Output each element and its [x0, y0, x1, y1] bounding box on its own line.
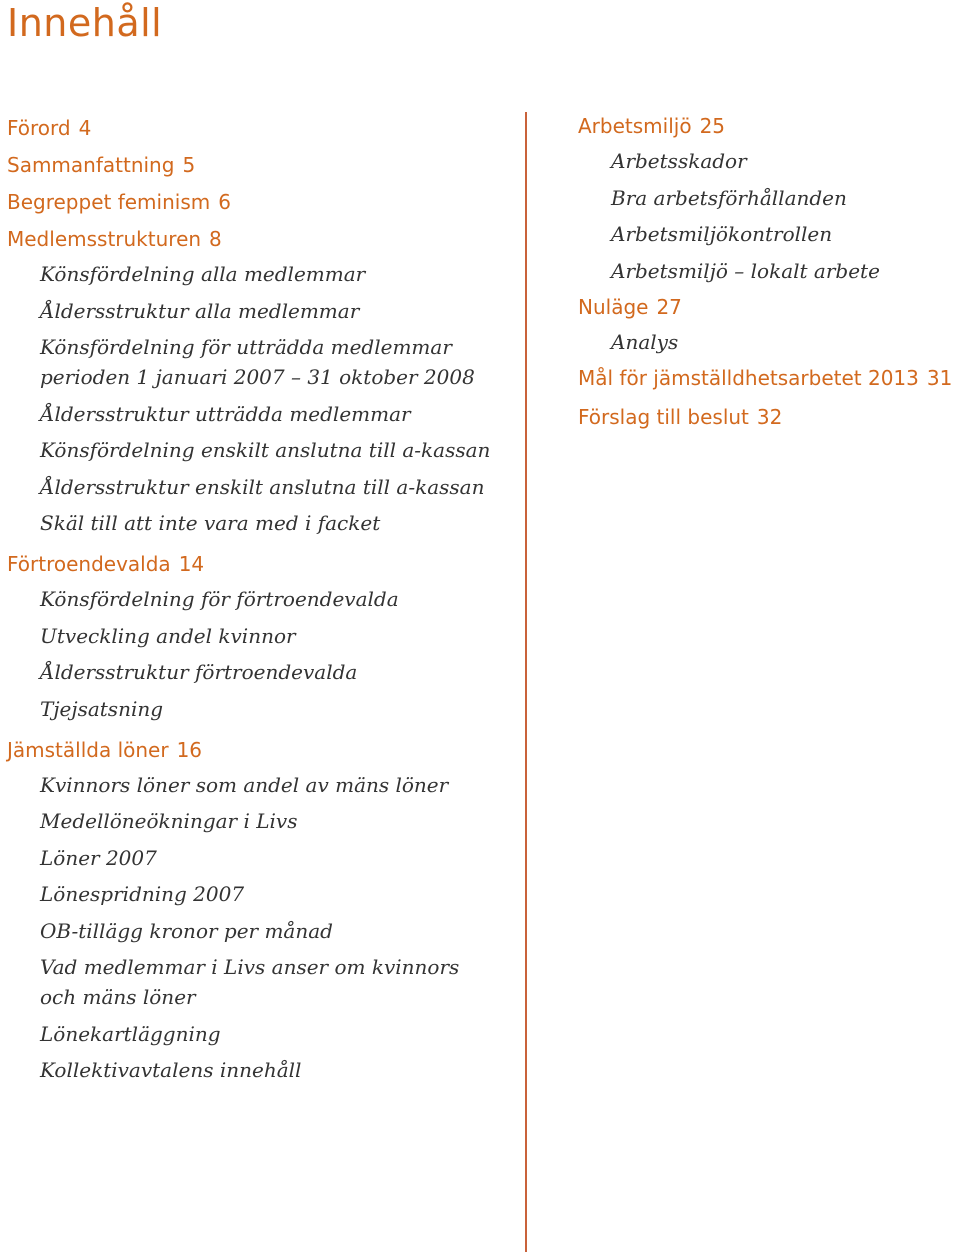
toc-subitem[interactable]: Kvinnors löner som andel av mäns löner — [40, 772, 449, 797]
toc-subitem[interactable]: Kollektivavtalens innehåll — [40, 1058, 302, 1082]
toc-section — [7, 151, 507, 179]
toc-subitem[interactable]: Åldersstruktur utträdda medlemmar — [40, 401, 411, 426]
toc-heading[interactable] — [7, 550, 507, 578]
toc-heading[interactable] — [578, 403, 958, 431]
toc-heading[interactable] — [578, 293, 958, 321]
toc-section — [7, 736, 507, 1086]
toc-subitem[interactable]: Åldersstruktur enskilt anslutna till a-kassan — [40, 474, 485, 499]
toc-subitem[interactable]: Könsfördelning för förtroendevalda — [40, 587, 399, 611]
toc-section — [7, 550, 507, 724]
toc-page-number: 31 — [926, 365, 953, 390]
toc-heading[interactable] — [578, 364, 958, 392]
toc-subitem[interactable]: Könsfördelning för utträdda medlemmar perioden 1 januari 2007 – 31 oktober 2008 — [40, 335, 475, 389]
toc-page-number: 5 — [182, 153, 196, 177]
toc-subitem[interactable]: Arbetsmiljökontrollen — [611, 222, 833, 246]
toc-subitem[interactable]: Tjejsatsning — [40, 696, 164, 721]
toc-heading[interactable] — [578, 112, 958, 140]
toc-heading[interactable] — [7, 736, 507, 764]
toc-subitem[interactable]: Åldersstruktur förtroendevalda — [40, 660, 358, 684]
toc-heading-title: Förslag till beslut — [578, 404, 749, 429]
toc-page-number: 32 — [756, 404, 783, 429]
toc-subitem[interactable]: Vad medlemmar i Livs anser om kvinnors och mäns löner — [40, 955, 460, 1009]
toc-section — [7, 188, 507, 216]
toc-subitem[interactable]: Könsfördelning enskilt anslutna till a-kassan — [40, 438, 491, 462]
toc-page-number: 16 — [176, 737, 203, 762]
toc-section — [578, 112, 958, 286]
toc-section — [7, 225, 507, 538]
toc-section — [7, 114, 507, 142]
toc-subitem[interactable]: Utveckling andel kvinnor — [40, 623, 296, 648]
toc-subitem[interactable]: Bra arbetsförhållanden — [611, 185, 847, 210]
toc-page-number: 6 — [218, 190, 231, 214]
toc-page-number: 25 — [699, 114, 726, 138]
toc-subitem[interactable]: Löner 2007 — [40, 845, 157, 870]
toc-section — [578, 364, 958, 392]
toc-page-number: 27 — [656, 294, 682, 319]
column-divider — [525, 112, 527, 1252]
page-title: Innehåll — [7, 1, 163, 45]
toc-heading-title: Mål för jämställdhetsarbetet 2013 — [578, 365, 919, 390]
toc-heading-title: Jämställda löner — [7, 737, 169, 762]
toc-page-number: 4 — [78, 116, 92, 140]
toc-page-number: 8 — [209, 227, 222, 251]
toc-heading[interactable] — [7, 225, 507, 253]
toc-heading-title: Förtroendevalda — [7, 552, 171, 576]
toc-heading-title: Förord — [7, 116, 71, 140]
toc-subitem[interactable]: Arbetsskador — [611, 149, 747, 173]
toc-page-number: 14 — [178, 552, 205, 576]
toc-section — [578, 403, 958, 431]
toc-heading[interactable] — [7, 114, 507, 142]
toc-right-column — [578, 112, 958, 442]
toc-heading-title: Nuläge — [578, 294, 649, 319]
toc-heading-title: Arbetsmiljö — [578, 114, 692, 138]
toc-subitem[interactable]: Analys — [611, 329, 679, 354]
toc-subitem[interactable]: Arbetsmiljö – lokalt arbete — [611, 258, 880, 283]
toc-subitem[interactable]: OB-tillägg kronor per månad — [40, 918, 333, 943]
toc-subitem[interactable]: Lönespridning 2007 — [40, 882, 245, 906]
toc-subitem[interactable]: Skäl till att inte vara med i facket — [40, 511, 381, 535]
toc-left-column — [7, 114, 507, 1097]
toc-heading-title: Medlemsstrukturen — [7, 227, 202, 251]
toc-heading-title: Sammanfattning — [7, 153, 175, 177]
toc-heading[interactable] — [7, 188, 507, 216]
toc-heading-title: Begreppet feminism — [7, 190, 211, 214]
toc-subitem[interactable]: Könsfördelning alla medlemmar — [40, 262, 366, 286]
toc-subitem[interactable]: Åldersstruktur alla medlemmar — [40, 298, 360, 323]
toc-subitem[interactable]: Lönekartläggning — [40, 1021, 221, 1046]
toc-heading[interactable] — [7, 151, 507, 179]
toc-section — [578, 293, 958, 357]
toc-subitem[interactable]: Medellöneökningar i Livs — [40, 809, 298, 833]
